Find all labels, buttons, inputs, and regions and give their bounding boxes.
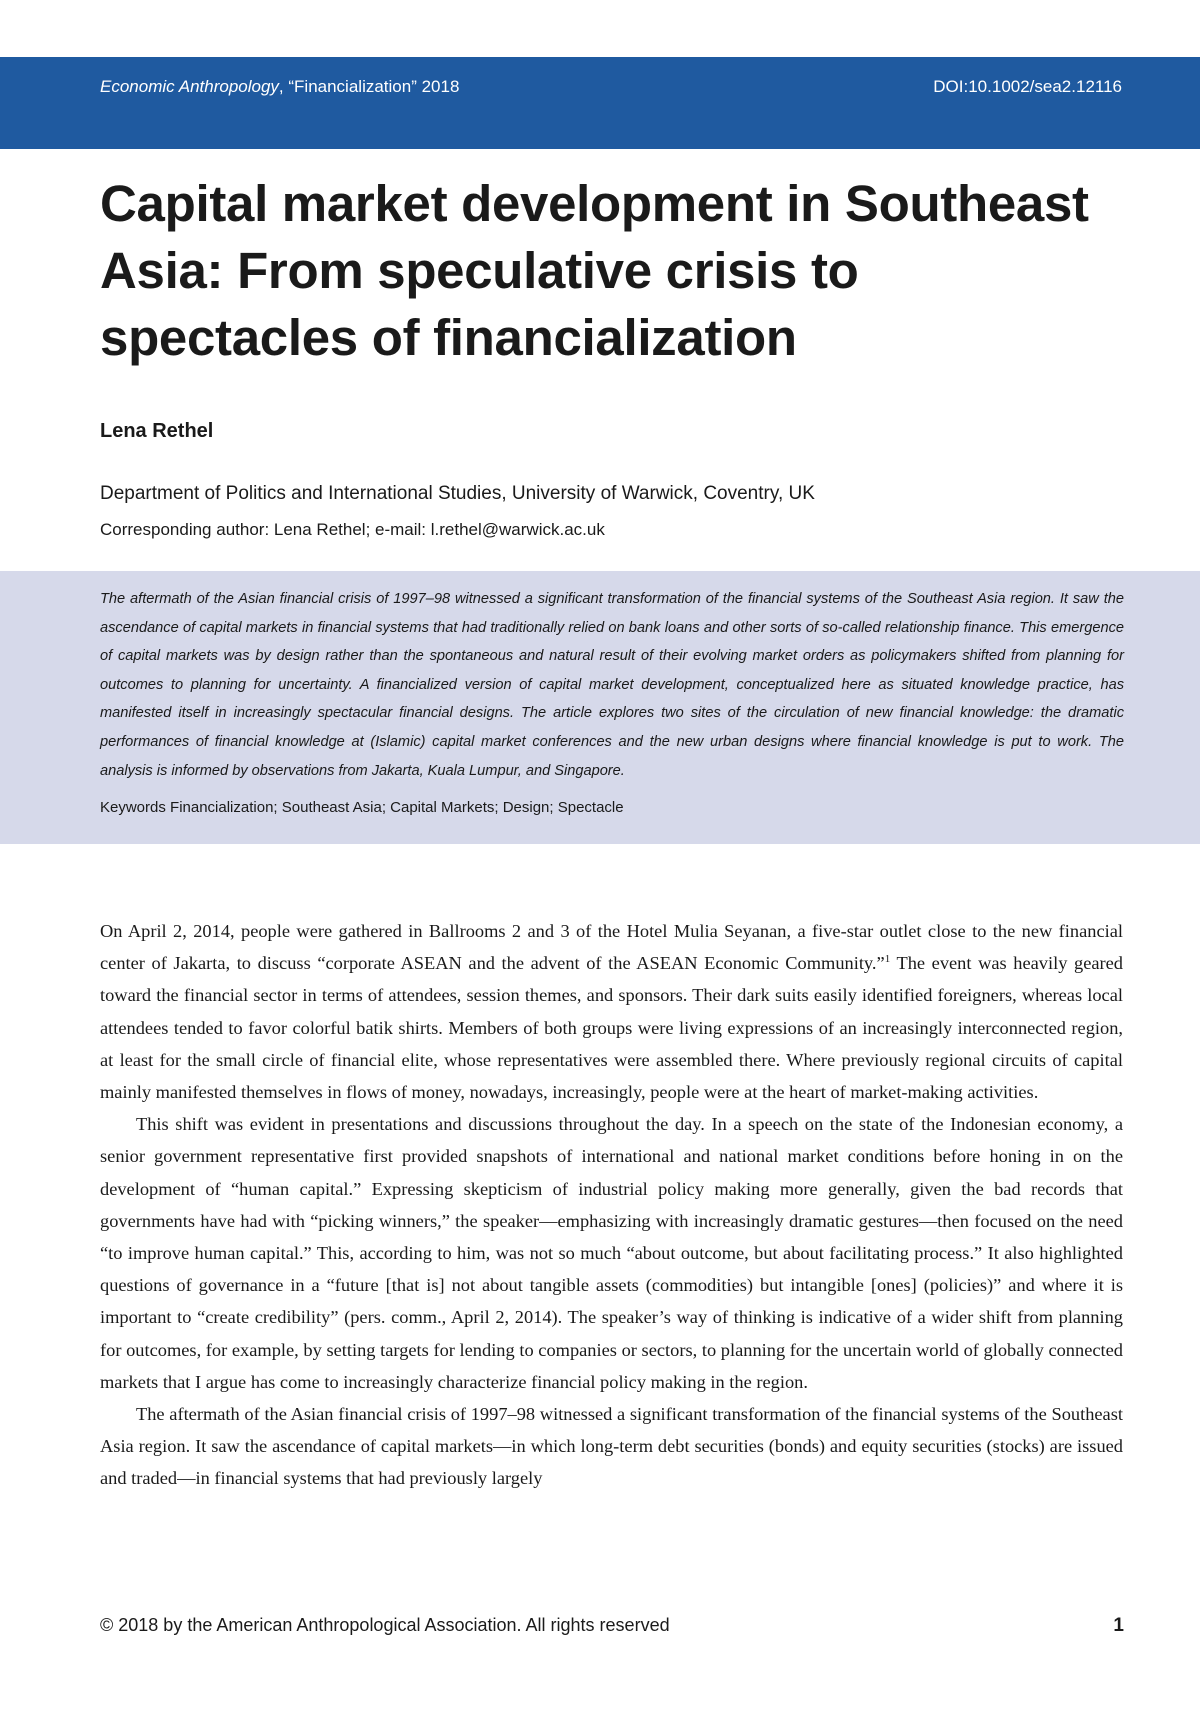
body-paragraph-3: The aftermath of the Asian financial crisis of 1997–98 witnessed a significant transformation of the financial systems of the Southeast Asia region. It saw the ascendance of capital markets—in which long-term debt securities (bonds) and equity securities (stocks) are issued and traded—in financial systems that had previously largely xyxy=(100,1404,1123,1489)
page-number: 1 xyxy=(1113,1615,1124,1636)
paragraph-1-text: On April 2, 2014, people were gathered in Ballrooms 2 and 3 of the Hotel Mulia Seyanan, a five-star outlet close to the new financial center of Jakarta, to discuss “corporate ASEAN and the advent of the ASEAN Economic Community.” xyxy=(100,921,1123,974)
keywords-list: Financialization; Southeast Asia; Capital Markets; Design; Spectacle xyxy=(165,799,624,816)
author-affiliation: Department of Politics and International Studies, University of Warwick, Coventry, UK xyxy=(100,483,815,504)
body-paragraph-2: This shift was evident in presentations and discussions throughout the day. In a speech on the state of the Indonesian economy, a senior government representative first provided snapshots of international and national market conditions before honing in on the development of “human capital.” Expressing skepticism of industrial policy making more generally, given the bad records that governments have had with “picking winners,” the speaker—emphasizing with increasingly dramatic gestures—then focused on the need “to improve human capital.” This, according to him, was not so much “about outcome, but about facilitating process.” It also highlighted questions of governance in a “future [that is] not about tangible assets (commodities) but intangible [ones] (policies)” and where it is important to “create credibility” (pers. comm., April 2, 2014). The speaker’s way of thinking is indicative of a wider shift from planning for outcomes, for example, by setting targets for lending to companies or sectors, to planning for the uncertain world of globally connected markets that I argue has come to increasingly characterize financial policy making in the region. xyxy=(100,1114,1123,1392)
keywords-label: Keywords xyxy=(100,799,166,816)
body-paragraph-1 xyxy=(100,915,1123,1108)
journal-header-band xyxy=(0,57,1200,149)
footnote-ref-1[interactable]: 1 xyxy=(884,953,891,966)
abstract-box xyxy=(0,571,1200,844)
article-title: Capital market development in Southeast Asia: From speculative crisis to spectacles of financialization xyxy=(100,175,1089,366)
journal-name: Economic Anthropology xyxy=(100,77,279,96)
article-body xyxy=(100,915,1123,1495)
copyright-notice: © 2018 by the American Anthropological Association. All rights reserved xyxy=(100,1615,670,1635)
correspondence-note: Corresponding author: Lena Rethel; e-mail: l.rethel@warwick.ac.uk xyxy=(100,520,605,539)
journal-issue: , “Financialization” 2018 xyxy=(278,77,460,96)
abstract-text: The aftermath of the Asian financial crisis of 1997–98 witnessed a significant transformation of the financial systems of the Southeast Asia region. It saw the ascendance of capital markets in financial systems that had traditionally relied on bank loans and other sorts of so-called relationship finance. This emergence of capital markets was by design rather than the spontaneous and natural result of their evolving market orders as policymakers shifted from planning for outcomes to planning for uncertainty. A financialized version of capital market development, conceptualized here as situated knowledge practice, has manifested itself in increasingly spectacular financial designs. The article explores two sites of the circulation of new financial knowledge: the dramatic performances of financial knowledge at (Islamic) capital market conferences and the new urban designs where financial knowledge is put to work. The analysis is informed by observations from Jakarta, Kuala Lumpur, and Singapore. xyxy=(100,591,1124,779)
doi-link[interactable]: DOI:10.1002/sea2.12116 xyxy=(933,77,1122,96)
paragraph-1-continuation: The event was heavily geared toward the financial sector in terms of attendees, session themes, and sponsors. Their dark suits easily identified foreigners, whereas local attendees tended to favor colorful batik shirts. Members of both groups were living expressions of an increasingly interconnected region, at least for the small circle of financial elite, whose representatives were assembled there. Where previously regional circuits of capital mainly manifested themselves in flows of money, nowadays, increasingly, people were at the heart of market-making activities. xyxy=(100,953,1124,1103)
journal-citation xyxy=(100,77,459,97)
author-name: Lena Rethel xyxy=(100,420,214,442)
keywords-line xyxy=(100,799,624,816)
